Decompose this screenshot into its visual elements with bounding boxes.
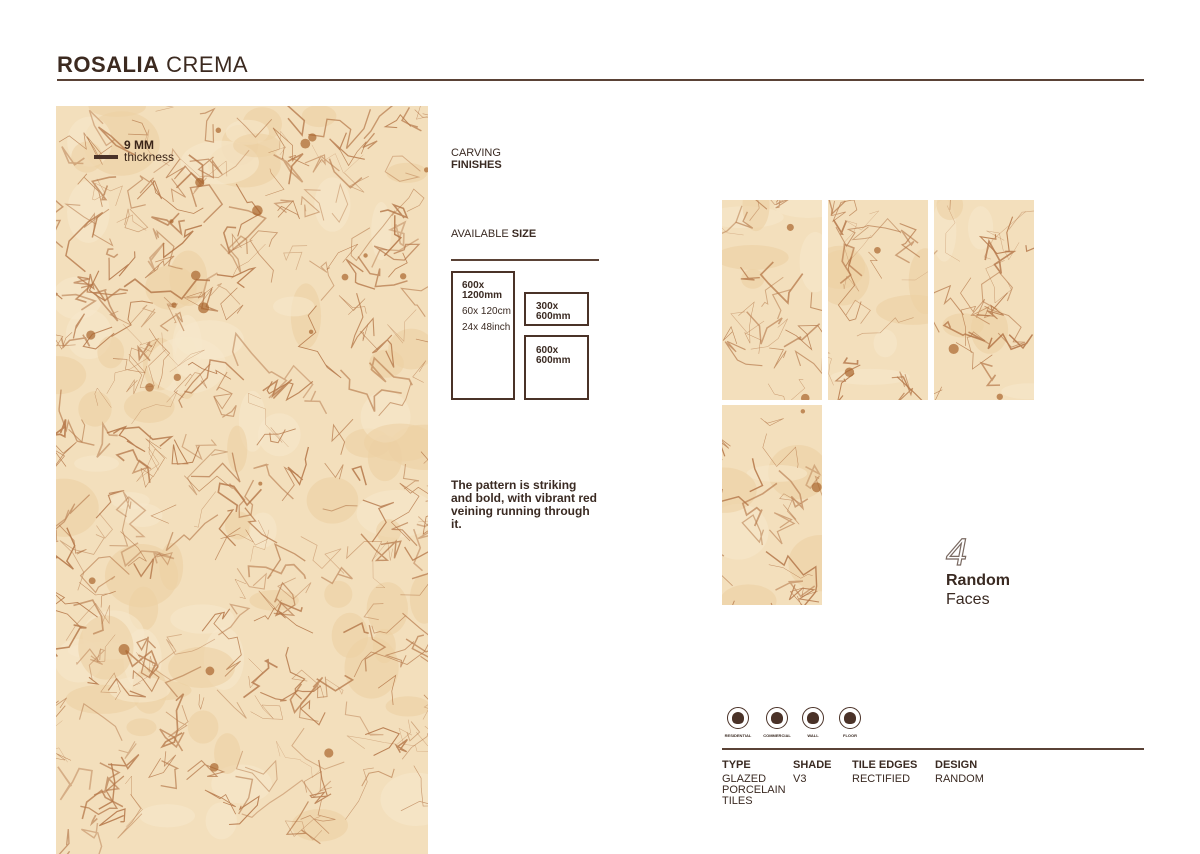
size-box-300x600	[524, 292, 589, 326]
available-label: AVAILABLE	[451, 228, 509, 240]
spec-heading: TILE EDGES	[852, 759, 918, 771]
spec-heading: TYPE	[722, 759, 751, 771]
title-light: CREMA	[166, 52, 249, 77]
commercial-icon	[766, 707, 788, 729]
size-rule	[451, 259, 599, 261]
hero-tile-image	[56, 106, 428, 854]
thickness-label: thickness	[124, 150, 175, 164]
carving-finishes	[451, 147, 502, 171]
usage-label: COMMERCIAL	[763, 733, 791, 738]
usage-label: RESIDENTIAL	[724, 733, 752, 738]
thickness-value: 9 MM	[124, 138, 154, 152]
spec-type	[722, 760, 788, 807]
usage-commercial	[757, 707, 797, 739]
spec-heading: DESIGN	[935, 759, 978, 771]
size-box-600x600	[524, 335, 589, 400]
usage-residential	[718, 707, 758, 739]
spec-value: GLAZED PORCELAIN TILES	[722, 773, 786, 807]
random-face-2	[828, 200, 928, 400]
usage-label: WALL	[807, 733, 819, 738]
random-face-1	[722, 200, 822, 400]
size-inch: 24x 48inch	[462, 322, 511, 333]
spec-rule	[722, 748, 1144, 750]
thickness-bar	[94, 155, 118, 159]
size-box-main	[451, 271, 515, 400]
title-bold: ROSALIA	[57, 52, 160, 77]
size-600x600: 600x 600mm	[536, 345, 571, 366]
floor-icon	[839, 707, 861, 729]
spec-design	[935, 760, 984, 785]
page-title	[57, 52, 248, 78]
usage-wall	[793, 707, 833, 739]
usage-label: FLOOR	[843, 733, 857, 738]
size-mm: 600x 1200mm	[462, 280, 503, 301]
size-label: SIZE	[511, 228, 537, 240]
faces-count: 4	[946, 532, 968, 574]
random-face-3	[934, 200, 1034, 400]
spec-value: V3	[793, 773, 807, 785]
available-size-heading	[451, 228, 536, 240]
pattern-description: The pattern is striking and bold, with vibrant red veining running through it.	[451, 478, 598, 531]
wall-icon	[802, 707, 824, 729]
finishes-label: FINISHES	[451, 159, 502, 171]
spec-tile-edges	[852, 760, 917, 785]
size-300x600: 300x 600mm	[536, 301, 571, 322]
title-rule	[57, 79, 1144, 81]
spec-shade	[793, 760, 832, 785]
usage-floor	[830, 707, 870, 739]
spec-value: RECTIFIED	[852, 773, 911, 785]
faces-label-random: Random	[946, 572, 1010, 589]
spec-value: RANDOM	[935, 773, 984, 785]
faces-label-faces: Faces	[946, 591, 990, 608]
spec-heading: SHADE	[793, 759, 832, 771]
carving-label: CARVING	[451, 147, 501, 159]
random-face-4	[722, 405, 822, 605]
residential-icon	[727, 707, 749, 729]
size-cm: 60x 120cm	[462, 306, 511, 317]
